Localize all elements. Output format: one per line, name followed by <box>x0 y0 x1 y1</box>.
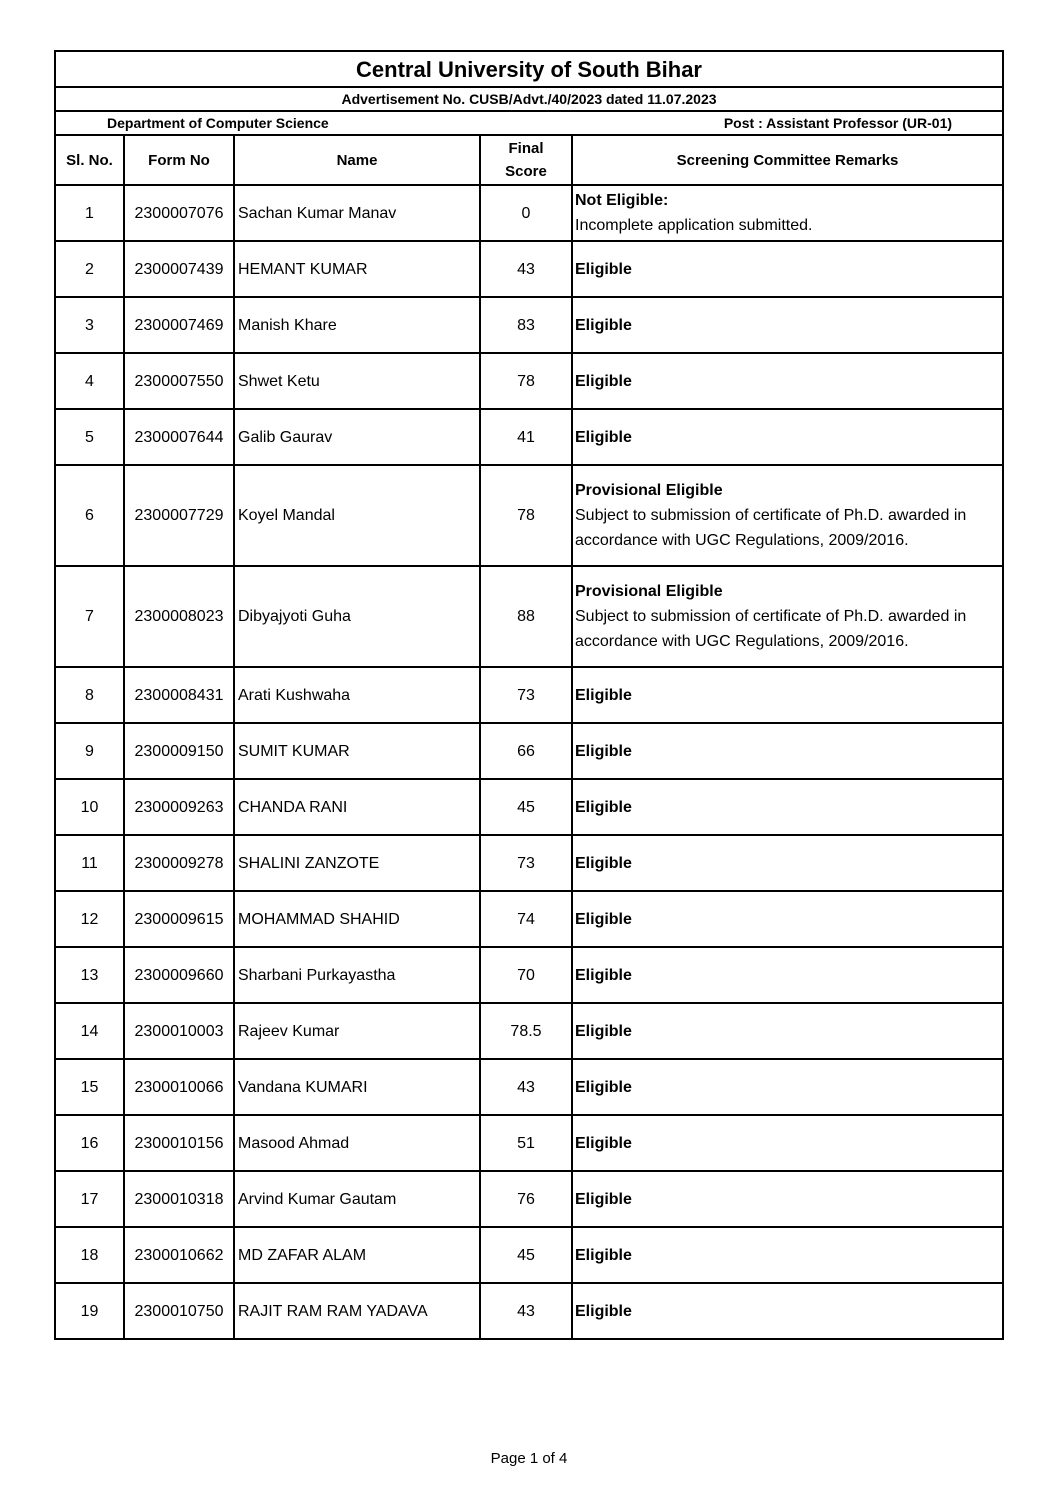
table-row <box>55 667 1003 723</box>
form-number: 2300009615 <box>124 891 234 947</box>
screening-remarks <box>572 297 1003 353</box>
document-sheet <box>54 50 1002 1340</box>
screening-remarks <box>572 185 1003 241</box>
candidate-name: Arvind Kumar Gautam <box>234 1171 480 1227</box>
page-number: Page 1 of 4 <box>490 1450 568 1467</box>
form-number: 2300009278 <box>124 835 234 891</box>
candidate-name: CHANDA RANI <box>234 779 480 835</box>
serial-number: 8 <box>55 667 124 723</box>
form-number: 2300008023 <box>124 566 234 667</box>
candidate-name: HEMANT KUMAR <box>234 241 480 297</box>
candidate-name: SHALINI ZANZOTE <box>234 835 480 891</box>
table-row <box>55 835 1003 891</box>
serial-number: 3 <box>55 297 124 353</box>
table-row <box>55 1227 1003 1283</box>
eligibility-status: Eligible <box>575 966 632 984</box>
serial-number: 13 <box>55 947 124 1003</box>
table-row <box>55 241 1003 297</box>
table-row <box>55 353 1003 409</box>
serial-number: 12 <box>55 891 124 947</box>
table-row <box>55 947 1003 1003</box>
screening-remarks <box>572 1171 1003 1227</box>
candidate-table <box>54 50 1004 1340</box>
col-header-score-line1: Final <box>508 140 544 157</box>
form-number: 2300009263 <box>124 779 234 835</box>
eligibility-status: Eligible <box>575 798 632 816</box>
final-score: 83 <box>480 297 572 353</box>
serial-number: 2 <box>55 241 124 297</box>
serial-number: 7 <box>55 566 124 667</box>
final-score: 73 <box>480 667 572 723</box>
final-score: 45 <box>480 779 572 835</box>
eligibility-status: Eligible <box>575 1078 632 1096</box>
screening-remarks <box>572 1283 1003 1339</box>
university-title: Central University of South Bihar <box>55 51 1003 87</box>
eligibility-status: Eligible <box>575 428 632 446</box>
final-score: 66 <box>480 723 572 779</box>
col-header-form: Form No <box>124 135 234 185</box>
table-row <box>55 779 1003 835</box>
form-number: 2300009660 <box>124 947 234 1003</box>
remarks-detail: Incomplete application submitted. <box>575 217 813 234</box>
final-score: 70 <box>480 947 572 1003</box>
candidate-name: Galib Gaurav <box>234 409 480 465</box>
form-number: 2300009150 <box>124 723 234 779</box>
screening-remarks <box>572 891 1003 947</box>
screening-remarks <box>572 835 1003 891</box>
department-name: Department of Computer Science <box>107 115 329 131</box>
eligibility-status: Not Eligible: <box>575 192 669 209</box>
candidate-name: Shwet Ketu <box>234 353 480 409</box>
screening-remarks <box>572 353 1003 409</box>
table-row <box>55 1059 1003 1115</box>
eligibility-status: Eligible <box>575 1134 632 1152</box>
final-score: 43 <box>480 1283 572 1339</box>
serial-number: 16 <box>55 1115 124 1171</box>
serial-number: 6 <box>55 465 124 566</box>
screening-remarks <box>572 1227 1003 1283</box>
final-score: 74 <box>480 891 572 947</box>
screening-remarks <box>572 566 1003 667</box>
candidate-name: Vandana KUMARI <box>234 1059 480 1115</box>
table-row <box>55 297 1003 353</box>
table-row <box>55 409 1003 465</box>
col-header-name: Name <box>234 135 480 185</box>
final-score: 78 <box>480 353 572 409</box>
candidate-name: Sharbani Purkayastha <box>234 947 480 1003</box>
eligibility-status: Eligible <box>575 1302 632 1320</box>
candidate-name: Manish Khare <box>234 297 480 353</box>
candidate-name: MOHAMMAD SHAHID <box>234 891 480 947</box>
department-post-cell <box>55 111 1003 135</box>
col-header-sl: Sl. No. <box>55 135 124 185</box>
eligibility-status: Eligible <box>575 260 632 278</box>
eligibility-status: Eligible <box>575 372 632 390</box>
form-number: 2300007439 <box>124 241 234 297</box>
remarks-detail: Subject to submission of certificate of Ph.D. awarded in accordance with UGC Regulations, 2009/2016. <box>575 507 967 549</box>
candidate-name: Sachan Kumar Manav <box>234 185 480 241</box>
table-row <box>55 185 1003 241</box>
candidate-name: SUMIT KUMAR <box>234 723 480 779</box>
final-score: 45 <box>480 1227 572 1283</box>
candidate-name: Masood Ahmad <box>234 1115 480 1171</box>
serial-number: 11 <box>55 835 124 891</box>
eligibility-status: Eligible <box>575 1022 632 1040</box>
form-number: 2300010750 <box>124 1283 234 1339</box>
final-score: 88 <box>480 566 572 667</box>
candidate-name: Rajeev Kumar <box>234 1003 480 1059</box>
advertisement-number: Advertisement No. CUSB/Advt./40/2023 dated 11.07.2023 <box>55 87 1003 111</box>
screening-remarks <box>572 1003 1003 1059</box>
serial-number: 1 <box>55 185 124 241</box>
serial-number: 9 <box>55 723 124 779</box>
table-row <box>55 1003 1003 1059</box>
serial-number: 19 <box>55 1283 124 1339</box>
screening-remarks <box>572 723 1003 779</box>
table-row <box>55 723 1003 779</box>
form-number: 2300007550 <box>124 353 234 409</box>
screening-remarks <box>572 947 1003 1003</box>
eligibility-status: Eligible <box>575 316 632 334</box>
eligibility-status: Provisional Eligible <box>575 583 723 600</box>
candidate-name: Arati Kushwaha <box>234 667 480 723</box>
table-row <box>55 1115 1003 1171</box>
table-row <box>55 1283 1003 1339</box>
screening-remarks <box>572 1059 1003 1115</box>
form-number: 2300010156 <box>124 1115 234 1171</box>
col-header-remarks: Screening Committee Remarks <box>572 135 1003 185</box>
screening-remarks <box>572 241 1003 297</box>
candidate-name: Dibyajyoti Guha <box>234 566 480 667</box>
serial-number: 18 <box>55 1227 124 1283</box>
final-score: 43 <box>480 1059 572 1115</box>
column-header-row <box>55 135 1003 185</box>
table-row <box>55 891 1003 947</box>
screening-remarks <box>572 1115 1003 1171</box>
final-score: 78.5 <box>480 1003 572 1059</box>
serial-number: 14 <box>55 1003 124 1059</box>
serial-number: 4 <box>55 353 124 409</box>
department-row <box>55 111 1003 135</box>
screening-remarks <box>572 779 1003 835</box>
screening-remarks <box>572 409 1003 465</box>
candidate-name: RAJIT RAM RAM YADAVA <box>234 1283 480 1339</box>
col-header-score <box>480 135 572 185</box>
eligibility-status: Eligible <box>575 910 632 928</box>
screening-remarks <box>572 465 1003 566</box>
final-score: 78 <box>480 465 572 566</box>
final-score: 76 <box>480 1171 572 1227</box>
final-score: 73 <box>480 835 572 891</box>
screening-remarks <box>572 667 1003 723</box>
eligibility-status: Eligible <box>575 1190 632 1208</box>
eligibility-status: Eligible <box>575 686 632 704</box>
candidate-name: Koyel Mandal <box>234 465 480 566</box>
form-number: 2300007076 <box>124 185 234 241</box>
form-number: 2300010003 <box>124 1003 234 1059</box>
serial-number: 10 <box>55 779 124 835</box>
candidate-name: MD ZAFAR ALAM <box>234 1227 480 1283</box>
serial-number: 17 <box>55 1171 124 1227</box>
serial-number: 5 <box>55 409 124 465</box>
eligibility-status: Eligible <box>575 854 632 872</box>
table-row <box>55 1171 1003 1227</box>
form-number: 2300007644 <box>124 409 234 465</box>
form-number: 2300010318 <box>124 1171 234 1227</box>
eligibility-status: Eligible <box>575 1246 632 1264</box>
advertisement-row <box>55 87 1003 111</box>
final-score: 51 <box>480 1115 572 1171</box>
col-header-score-line2: Score <box>505 163 547 180</box>
eligibility-status: Provisional Eligible <box>575 482 723 499</box>
final-score: 0 <box>480 185 572 241</box>
title-row <box>55 51 1003 87</box>
remarks-detail: Subject to submission of certificate of Ph.D. awarded in accordance with UGC Regulations, 2009/2016. <box>575 608 967 650</box>
form-number: 2300007729 <box>124 465 234 566</box>
final-score: 41 <box>480 409 572 465</box>
table-row <box>55 566 1003 667</box>
form-number: 2300010662 <box>124 1227 234 1283</box>
eligibility-status: Eligible <box>575 742 632 760</box>
form-number: 2300010066 <box>124 1059 234 1115</box>
table-row <box>55 465 1003 566</box>
serial-number: 15 <box>55 1059 124 1115</box>
post-name: Post : Assistant Professor (UR-01) <box>723 115 953 131</box>
final-score: 43 <box>480 241 572 297</box>
form-number: 2300007469 <box>124 297 234 353</box>
form-number: 2300008431 <box>124 667 234 723</box>
